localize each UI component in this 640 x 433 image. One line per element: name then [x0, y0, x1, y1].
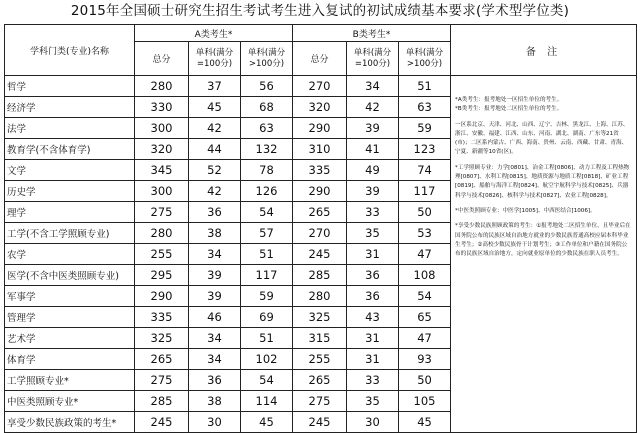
a-single-100-score: 34: [189, 328, 241, 349]
note-a-candidates: *A类考生：报考地处一区招生单位的考生。: [455, 97, 563, 103]
b-single-gt100-score: 53: [399, 223, 451, 244]
b-single-100-score: 31: [347, 328, 399, 349]
a-single-100-score: 45: [189, 97, 241, 118]
a-single-gt100-score: 51: [241, 328, 293, 349]
b-single-100-score: 35: [347, 223, 399, 244]
a-total-score: 320: [135, 139, 189, 160]
a-single-100-score: 39: [189, 286, 241, 307]
group-b-header: B类考生*: [293, 25, 451, 42]
a-single-gt100-score: 102: [241, 349, 293, 370]
b-total-score: 335: [293, 160, 347, 181]
b-total-score: 320: [293, 97, 347, 118]
b-single-100-score: 39: [347, 118, 399, 139]
b-total-score: 315: [293, 328, 347, 349]
a-single-gt100-score: 45: [241, 412, 293, 433]
note-engineering: *工学照顾专业：力学[0801]、冶金工程[0806]、动力工程及工程热物理[0807]、水利工程[0815]、地质资源与地质工程[0818]、矿业工程[0819]、船舶与海洋工程[0824]、航空宇航科学与技术[0825]、兵器科学与技术[0826]、核科学与技术[0827]、农业工程[0828]。: [455, 164, 630, 199]
b-single-gt100-score: 74: [399, 160, 451, 181]
b-total-score: 245: [293, 244, 347, 265]
b-single-gt100-score: 51: [399, 76, 451, 97]
a-total-score: 280: [135, 76, 189, 97]
a-single-100-score: 37: [189, 76, 241, 97]
b-single-100-score: 36: [347, 265, 399, 286]
b-single-gt100-header: 单科(满分>100分): [399, 42, 451, 76]
a-total-score: 300: [135, 181, 189, 202]
score-rows: [5, 76, 637, 433]
a-total-score: 290: [135, 286, 189, 307]
a-single-100-score: 30: [189, 412, 241, 433]
a-total-score: 245: [135, 412, 189, 433]
a-single-100-score: 52: [189, 160, 241, 181]
a-total-score: 265: [135, 349, 189, 370]
b-total-score: 290: [293, 118, 347, 139]
a-single-100-score: 34: [189, 349, 241, 370]
subject-name: 经济学: [5, 97, 135, 118]
b-single-gt100-score: 50: [399, 370, 451, 391]
remarks-header: 备 注: [451, 25, 637, 76]
b-single-100-header: 单科(满分=100分): [347, 42, 399, 76]
a-single-gt100-score: 54: [241, 370, 293, 391]
b-total-score: 285: [293, 265, 347, 286]
subject-name: 享受少数民族政策的考生*: [5, 412, 135, 433]
b-total-score: 270: [293, 76, 347, 97]
a-total-score: 275: [135, 370, 189, 391]
a-total-score: 335: [135, 307, 189, 328]
a-total-score: 330: [135, 97, 189, 118]
b-single-gt100-score: 108: [399, 265, 451, 286]
subject-name: 法学: [5, 118, 135, 139]
b-single-gt100-score: 117: [399, 181, 451, 202]
b-single-gt100-score: 45: [399, 412, 451, 433]
b-single-gt100-score: 63: [399, 97, 451, 118]
note-ethnic-minority: *享受少数民族照顾政策的考生：①报考地处二区招生单位，且毕业后在国务院公布的民族区域自治地方就业的少数民族普通高校应届本科毕业生考生；②高校少数民族骨干计划考生；③工作单位和户籍在国务院公布的民族区域自治地方，定向就业原单位的少数民族在职人员考生。: [455, 223, 631, 258]
b-single-100-score: 43: [347, 307, 399, 328]
subject-name: 哲学: [5, 76, 135, 97]
subject-name: 历史学: [5, 181, 135, 202]
a-single-gt100-score: 54: [241, 202, 293, 223]
b-single-gt100-score: 47: [399, 244, 451, 265]
b-single-100-score: 39: [347, 181, 399, 202]
b-single-100-score: 36: [347, 286, 399, 307]
b-single-gt100-score: 93: [399, 349, 451, 370]
a-single-gt100-score: 68: [241, 97, 293, 118]
note-tcm: *中医类照顾专业：中医学[1005]、中西医结合[1006]。: [455, 207, 596, 214]
a-single-100-score: 42: [189, 181, 241, 202]
a-total-score: 255: [135, 244, 189, 265]
a-total-score: 300: [135, 118, 189, 139]
b-single-gt100-score: 59: [399, 118, 451, 139]
b-total-score: 275: [293, 391, 347, 412]
a-single-100-score: 38: [189, 391, 241, 412]
subject-column-header: 学科门类(专业)名称: [5, 25, 135, 76]
a-single-100-score: 36: [189, 370, 241, 391]
a-single-100-score: 44: [189, 139, 241, 160]
a-total-score: 325: [135, 328, 189, 349]
a-total-header: 总分: [135, 42, 189, 76]
a-single-100-score: 39: [189, 265, 241, 286]
b-total-score: 270: [293, 223, 347, 244]
a-single-100-score: 38: [189, 223, 241, 244]
subject-name: 中医类照顾专业*: [5, 391, 135, 412]
b-total-header: 总分: [293, 42, 347, 76]
b-single-100-score: 42: [347, 97, 399, 118]
a-single-gt100-score: 132: [241, 139, 293, 160]
b-total-score: 255: [293, 349, 347, 370]
b-single-100-score: 33: [347, 370, 399, 391]
table-row: [5, 76, 637, 97]
a-single-gt100-score: 59: [241, 286, 293, 307]
a-single-100-score: 46: [189, 307, 241, 328]
b-total-score: 245: [293, 412, 347, 433]
subject-name: 理学: [5, 202, 135, 223]
b-total-score: 265: [293, 202, 347, 223]
b-single-gt100-score: 47: [399, 328, 451, 349]
a-total-score: 345: [135, 160, 189, 181]
a-total-score: 275: [135, 202, 189, 223]
a-total-score: 280: [135, 223, 189, 244]
a-total-score: 295: [135, 265, 189, 286]
a-single-100-score: 36: [189, 202, 241, 223]
b-total-score: 290: [293, 181, 347, 202]
a-single-gt100-score: 57: [241, 223, 293, 244]
subject-name: 军事学: [5, 286, 135, 307]
score-table: [4, 24, 637, 433]
note-regions: 一区系北京、天津、河北、山西、辽宁、吉林、黑龙江、上海、江苏、浙江、安徽、福建、江西、山东、河南、湖北、湖南、广东等21省(市)；二区系内蒙古、广西、海南、贵州、云南、西藏、甘肃、青海、宁夏、新疆等10省(区)。: [455, 121, 629, 156]
note-b-candidates: *B类考生：报考地处二区招生单位的考生。: [455, 106, 563, 113]
subject-name: 教育学(不含体育学): [5, 139, 135, 160]
a-single-gt100-header: 单科(满分>100分): [241, 42, 293, 76]
subject-name: 农学: [5, 244, 135, 265]
b-single-100-score: 41: [347, 139, 399, 160]
b-single-100-score: 35: [347, 391, 399, 412]
b-single-100-score: 33: [347, 202, 399, 223]
a-single-gt100-score: 78: [241, 160, 293, 181]
b-total-score: 280: [293, 286, 347, 307]
a-single-100-header: 单科(满分=100分): [189, 42, 241, 76]
subject-name: 医学(不含中医类照顾专业): [5, 265, 135, 286]
a-single-gt100-score: 114: [241, 391, 293, 412]
b-total-score: 310: [293, 139, 347, 160]
b-single-gt100-score: 65: [399, 307, 451, 328]
b-total-score: 325: [293, 307, 347, 328]
a-single-gt100-score: 69: [241, 307, 293, 328]
page-title: 2015年全国硕士研究生招生考试考生进入复试的初试成绩基本要求(学术型学位类): [70, 3, 570, 19]
a-single-100-score: 34: [189, 244, 241, 265]
subject-name: 管理学: [5, 307, 135, 328]
a-single-gt100-score: 126: [241, 181, 293, 202]
a-single-gt100-score: 56: [241, 76, 293, 97]
a-total-score: 285: [135, 391, 189, 412]
subject-name: 工学照顾专业*: [5, 370, 135, 391]
a-single-gt100-score: 51: [241, 244, 293, 265]
subject-name: 艺术学: [5, 328, 135, 349]
b-single-gt100-score: 50: [399, 202, 451, 223]
subject-name: 工学(不含工学照顾专业): [5, 223, 135, 244]
b-single-100-score: 31: [347, 244, 399, 265]
subject-name: 体育学: [5, 349, 135, 370]
group-a-header: A类考生*: [135, 25, 293, 42]
b-single-100-score: 49: [347, 160, 399, 181]
b-single-100-score: 31: [347, 349, 399, 370]
b-single-gt100-score: 105: [399, 391, 451, 412]
b-single-100-score: 34: [347, 76, 399, 97]
a-single-gt100-score: 63: [241, 118, 293, 139]
b-single-gt100-score: 54: [399, 286, 451, 307]
subject-name: 文学: [5, 160, 135, 181]
b-single-gt100-score: 123: [399, 139, 451, 160]
a-single-100-score: 42: [189, 118, 241, 139]
remarks-cell: [451, 76, 637, 433]
a-single-gt100-score: 117: [241, 265, 293, 286]
b-total-score: 265: [293, 370, 347, 391]
b-single-100-score: 30: [347, 412, 399, 433]
